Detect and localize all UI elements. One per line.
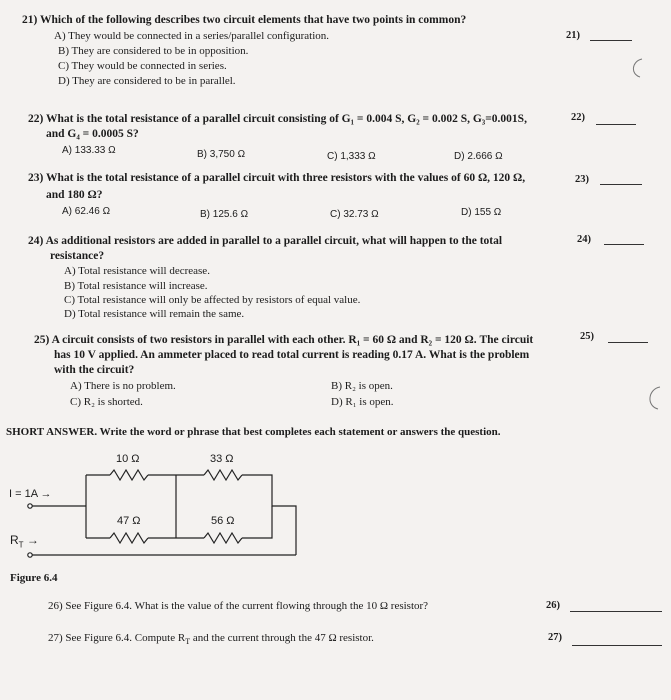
q25-stem: 25) A circuit consists of two resistors in parallel with each other. R₁ = 60 Ω and R₂ = 120 Ω. The circuit [34, 334, 534, 346]
q22-option-c: C) 1,333 Ω [327, 151, 376, 162]
bottom-wire-3 [242, 506, 272, 538]
q23-option-c: C) 32.73 Ω [330, 209, 379, 220]
q23-option-a: A) 62.46 Ω [62, 206, 111, 217]
q25-option-c: C) R₂ is shorted. [70, 396, 143, 408]
q27-text-part1: 27) See Figure 6.4. Compute R [48, 632, 186, 644]
q27-text-part2: and the current through the 47 Ω resistor. [190, 632, 374, 644]
q23-number: 23) [575, 174, 589, 185]
terminal-top [28, 504, 32, 508]
q21-option-d: D) They are considered to be in parallel. [58, 75, 236, 87]
q21-answer-line[interactable] [590, 40, 632, 41]
q25-stem-line2: has 10 V applied. An ammeter placed to read total current is reading 0.17 A. What is the problem [54, 349, 530, 361]
resistor-33-ohm [204, 470, 242, 480]
q23-option-b: B) 125.6 Ω [200, 209, 249, 220]
rt-subscript: T [18, 540, 24, 550]
q24-option-a: A) Total resistance will decrease. [64, 265, 210, 277]
q25-number: 25) [580, 331, 594, 342]
q25-option-b: B) R₂ is open. [331, 380, 393, 392]
q27-subscript: T [185, 637, 191, 647]
terminal-bottom [28, 553, 32, 557]
r2-label: 33 Ω [210, 453, 234, 465]
q25-option-d: D) R₁ is open. [331, 396, 394, 408]
q26-text: 26) See Figure 6.4. What is the value of the current flowing through the 10 Ω resistor? [48, 600, 429, 612]
q25-answer-line[interactable] [608, 342, 648, 343]
r4-label: 56 Ω [211, 515, 235, 527]
q23-answer-line[interactable] [600, 184, 642, 185]
figure-caption: Figure 6.4 [10, 572, 58, 584]
q21-stem: 21) Which of the following describes two circuit elements that have two points in common? [22, 14, 467, 26]
q21-option-c: C) They would be connected in series. [58, 60, 227, 72]
q21-number: 21) [566, 30, 580, 41]
q22-stem-line2: and G₄ = 0.0005 S? [46, 128, 139, 140]
q26-number: 26) [546, 600, 560, 611]
q24-number: 24) [577, 234, 591, 245]
q22-answer-line[interactable] [596, 124, 636, 125]
q27-text [48, 632, 374, 646]
q21-option-b: B) They are considered to be in opposition. [58, 45, 249, 57]
q22-option-d: D) 2.666 Ω [454, 151, 503, 162]
current-label: I = 1A → [9, 488, 52, 500]
q24-option-d: D) Total resistance will remain the same. [64, 308, 245, 320]
q24-stem: 24) As additional resistors are added in parallel to a parallel circuit, what will happen to the total [28, 235, 503, 247]
handwritten-mark [640, 384, 664, 412]
top-wire-3 [242, 475, 296, 555]
q27-number: 27) [548, 632, 562, 643]
q25-stem-line3: with the circuit? [54, 364, 135, 376]
q22-stem: 22) What is the total resistance of a parallel circuit consisting of G₁ = 0.004 S, G₂ = 0.002 S, G₃=0.001S, [28, 113, 527, 125]
q24-option-b: B) Total resistance will increase. [64, 280, 208, 292]
circuit-diagram [0, 460, 320, 580]
q22-option-a: A) 133.33 Ω [62, 145, 116, 156]
short-answer-heading: SHORT ANSWER. Write the word or phrase that best completes each statement or answers the question. [6, 426, 501, 438]
rt-arrow: → [26, 533, 39, 547]
q21-option-a: A) They would be connected in a series/parallel configuration. [54, 30, 330, 42]
r1-label: 10 Ω [116, 453, 140, 465]
q22-number: 22) [571, 112, 585, 123]
q27-answer-line[interactable] [572, 645, 662, 646]
r3-label: 47 Ω [117, 515, 141, 527]
handwritten-mark [624, 56, 648, 80]
q22-option-b: B) 3,750 Ω [197, 149, 246, 160]
q24-answer-line[interactable] [604, 244, 644, 245]
resistor-10-ohm [110, 470, 148, 480]
resistor-47-ohm [110, 533, 148, 543]
q24-stem-line2: resistance? [50, 250, 105, 262]
q23-option-d: D) 155 Ω [461, 207, 502, 218]
q25-option-a: A) There is no problem. [70, 380, 176, 392]
q23-stem: 23) What is the total resistance of a parallel circuit with three resistors with the values of 60 Ω, 120 Ω, [28, 172, 526, 184]
q26-answer-line[interactable] [570, 611, 662, 612]
resistor-56-ohm [204, 533, 242, 543]
q24-option-c: C) Total resistance will only be affected by resistors of equal value. [64, 294, 361, 306]
rt-symbol: R [10, 533, 19, 547]
q23-stem-line2: and 180 Ω? [46, 189, 103, 201]
